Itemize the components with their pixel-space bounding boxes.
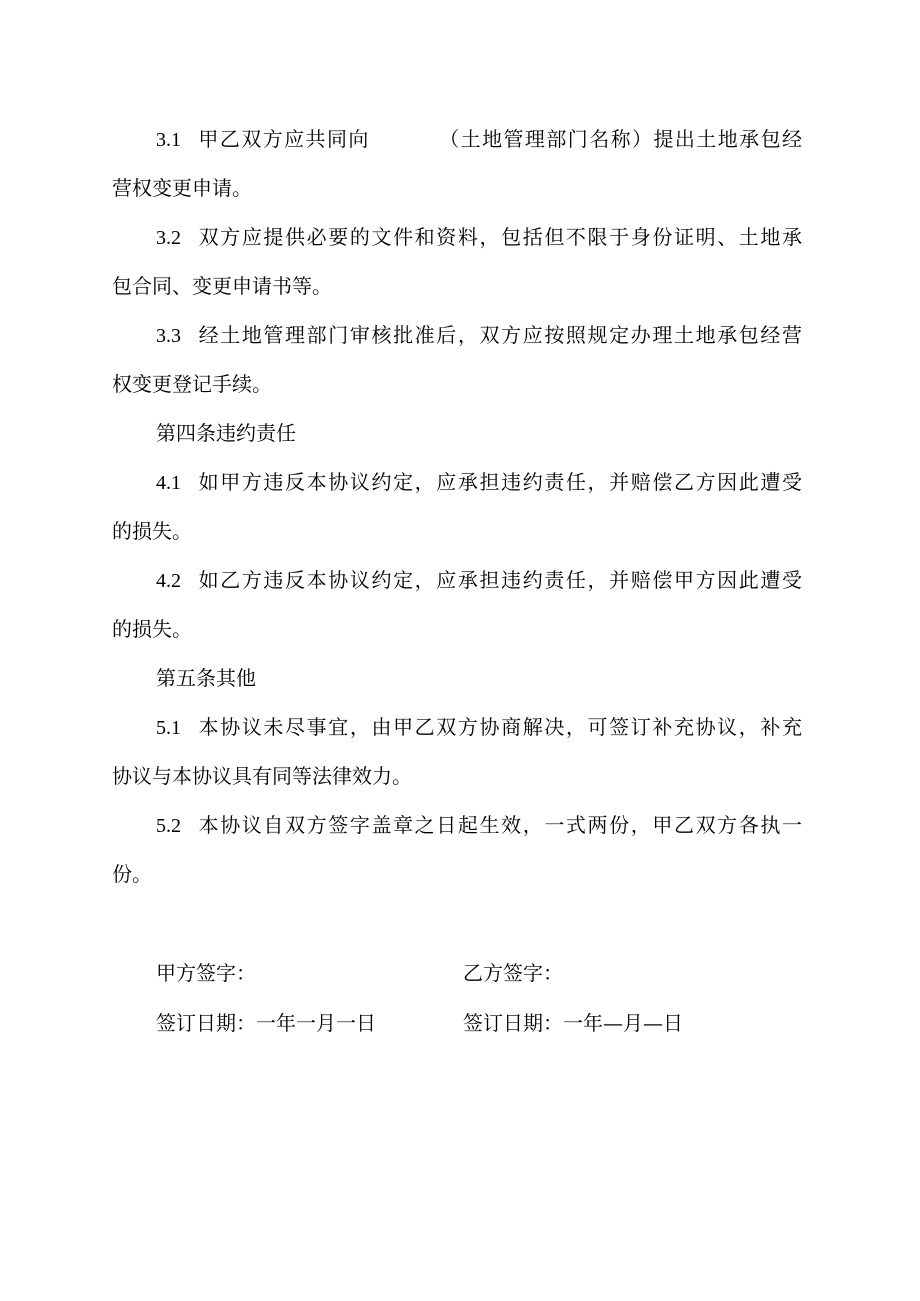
clause-text: 双方应提供必要的文件和资料，包括但不限于身份证明、土地承 bbox=[197, 225, 802, 249]
clause-text: 本协议未尽事宜，由甲乙双方协商解决，可签订补充协议，补充 bbox=[197, 715, 802, 739]
clause-line bbox=[112, 801, 802, 850]
clause-line: 协议与本协议具有同等法律效力。 bbox=[112, 764, 412, 788]
clause-3-3 bbox=[112, 311, 802, 409]
clause-line: 权变更登记手续。 bbox=[112, 372, 272, 396]
section-heading-5: 第五条其他 bbox=[156, 666, 256, 690]
clause-line bbox=[112, 115, 802, 164]
clause-number: 5.1 bbox=[156, 717, 181, 739]
clause-5-1 bbox=[112, 703, 802, 801]
clause-4-1 bbox=[112, 458, 802, 556]
clause-number: 4.1 bbox=[156, 472, 181, 494]
party-a-sign-date: 签订日期：一年一月一日 bbox=[156, 1011, 376, 1035]
clause-line: 营权变更申请。 bbox=[112, 176, 252, 200]
clause-4-2 bbox=[112, 556, 802, 654]
clause-number: 3.1 bbox=[156, 129, 181, 151]
clause-number: 4.2 bbox=[156, 570, 181, 592]
clause-line bbox=[112, 703, 802, 752]
clause-line bbox=[112, 213, 802, 262]
clause-line: 的损失。 bbox=[112, 519, 192, 543]
clause-number: 3.3 bbox=[156, 325, 181, 347]
section-heading-4: 第四条违约责任 bbox=[156, 421, 296, 445]
clause-text: 经土地管理部门审核批准后，双方应按照规定办理土地承包经营 bbox=[197, 323, 802, 347]
clause-line bbox=[112, 311, 802, 360]
clause-3-2 bbox=[112, 213, 802, 311]
clause-3-1 bbox=[112, 115, 802, 213]
clause-line bbox=[112, 458, 802, 507]
clause-line: 份。 bbox=[112, 862, 152, 886]
clause-text: 如乙方违反本协议约定，应承担违约责任，并赔偿甲方因此遭受 bbox=[197, 568, 802, 592]
clause-5-2 bbox=[112, 801, 802, 899]
clause-line: 的损失。 bbox=[112, 617, 192, 641]
clause-number: 5.2 bbox=[156, 815, 181, 837]
party-a-signature-label: 甲方签字： bbox=[156, 961, 256, 985]
clause-text: 如甲方违反本协议约定，应承担违约责任，并赔偿乙方因此遭受 bbox=[197, 470, 802, 494]
party-b-signature-label: 乙方签字： bbox=[463, 961, 563, 985]
clause-number: 3.2 bbox=[156, 227, 181, 249]
clause-line: 包合同、变更申请书等。 bbox=[112, 274, 332, 298]
clause-line bbox=[112, 556, 802, 605]
party-b-sign-date: 签订日期：一年—月—日 bbox=[463, 1011, 683, 1035]
clause-text: 甲乙双方应共同向 bbox=[197, 127, 370, 151]
clause-text: 本协议自双方签字盖章之日起生效，一式两份，甲乙双方各执一 bbox=[197, 813, 802, 837]
clause-text: （土地管理部门名称）提出土地承包经 bbox=[437, 127, 803, 151]
